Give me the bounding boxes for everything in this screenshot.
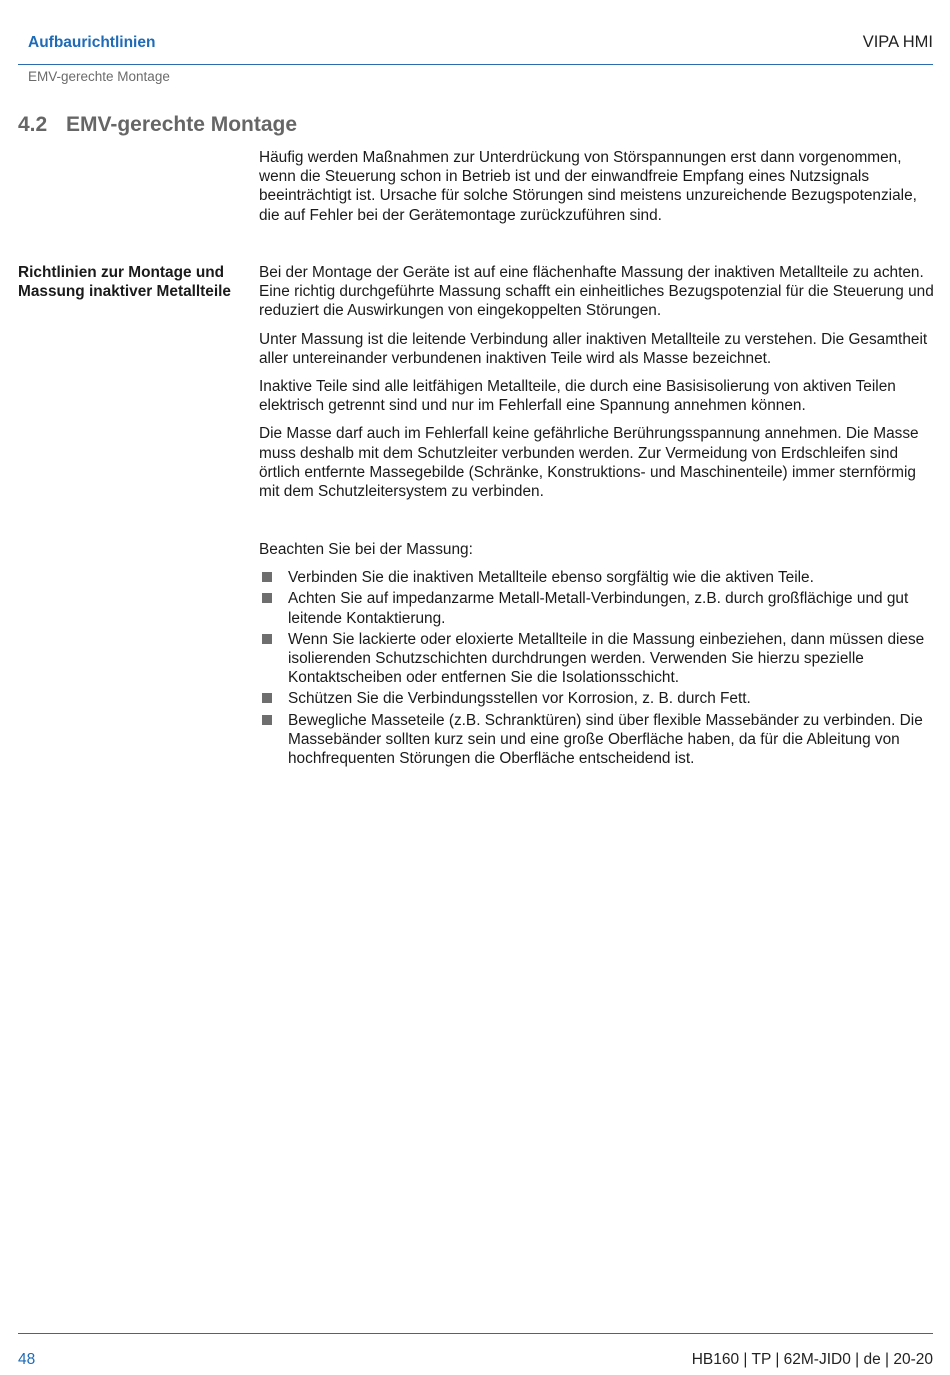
list-item (259, 589, 934, 627)
list-item-text: Schützen Sie die Verbindungsstellen vor Korrosion, z. B. durch Fett. (288, 690, 751, 708)
beachten-intro: Beachten Sie bei der Massung: (259, 541, 473, 558)
paragraph: Bei der Montage der Geräte ist auf eine flächenhafte Massung der inaktiven Metallteile zu achten. Eine richtig durchgeführte Massung schafft ein einheitliches Bezugspotenzial für die Steuerung und reduziert die Auswirkungen von eingekoppelten Störungen. (259, 264, 934, 320)
intro-paragraph: Häufig werden Maßnahmen zur Unterdrückung von Störspannungen erst dann vorgenommen, wenn die Steuerung schon in Betrieb ist und der einwandfreie Empfang eines Nutzsignals beeinträchtigt ist. Ursache für solche Störungen sind meistens unzureichende Bezugspotenziale, die auf Fehler bei der Gerätemontage zurückzuführen sind. (259, 149, 917, 224)
beachten-block (259, 540, 934, 770)
square-bullet-icon (262, 715, 272, 725)
list-item (259, 630, 934, 688)
paragraph: Die Masse darf auch im Fehlerfall keine gefährliche Berührungsspannung annehmen. Die Masse muss deshalb mit dem Schutzleiter verbunden werden. Zur Vermeidung von Erdschleifen sind örtlich entfernte Massegebilde (Schränke, Konstruktions- und Maschinenteile) immer sternförmig mit dem Schutzleitersystem zu verbinden. (259, 425, 919, 501)
chapter-title: Aufbaurichtlinien (28, 34, 156, 51)
list-item-text: Wenn Sie lackierte oder eloxierte Metallteile in die Massung einbeziehen, dann müssen diese isolierenden Schutzschichten durchdrungen werden. Verwenden Sie hierzu spezielle Kontaktscheiben oder entfernen Sie die Isolationsschicht. (288, 630, 925, 687)
list-item-text: Bewegliche Masseteile (z.B. Schranktüren) sind über flexible Massebänder zu verbinden. Die Massebänder sollten kurz sein und eine große Oberfläche haben, da für die Ableitung von hochfrequenten Störungen die Oberfläche entscheidend ist. (288, 711, 923, 768)
intro-block (259, 148, 934, 234)
page-number: 48 (18, 1351, 36, 1368)
list-item (259, 568, 934, 587)
bullet-list (259, 568, 934, 768)
list-item-text: Verbinden Sie die inaktiven Metallteile ebenso sorgfältig wie die aktiven Teile. (288, 569, 814, 587)
square-bullet-icon (262, 593, 272, 603)
section-number: 4.2 (18, 113, 48, 136)
document-id: HB160 | TP | 62M-JID0 | de | 20-20 (691, 1351, 933, 1368)
section-heading (18, 113, 297, 137)
subchapter-title: EMV-gerechte Montage (28, 69, 170, 84)
page-header (18, 30, 933, 65)
side-label-richtlinien: Richtlinien zur Montage und Massung inaktiver Metallteile (18, 264, 231, 301)
page-footer (18, 1333, 933, 1374)
paragraph: Inaktive Teile sind alle leitfähigen Metallteile, die durch eine Basisisolierung von aktiven Teilen elektrisch getrennt sind und nur im Fehlerfall eine Spannung annehmen können. (259, 378, 896, 415)
richtlinien-block (259, 263, 934, 510)
list-item-text: Achten Sie auf impedanzarme Metall-Metall-Verbindungen, z.B. durch großflächige und gut leitende Kontaktierung. (288, 590, 909, 627)
square-bullet-icon (262, 572, 272, 582)
product-name: VIPA HMI (862, 33, 933, 51)
section-title: EMV-gerechte Montage (66, 113, 298, 136)
list-item (259, 711, 934, 769)
square-bullet-icon (262, 693, 272, 703)
list-item (259, 689, 934, 708)
square-bullet-icon (262, 634, 272, 644)
paragraph: Unter Massung ist die leitende Verbindung aller inaktiven Metallteile zu verstehen. Die Gesamtheit aller untereinander verbundenen inaktiven Teile wird als Masse bezeichnet. (259, 330, 928, 367)
